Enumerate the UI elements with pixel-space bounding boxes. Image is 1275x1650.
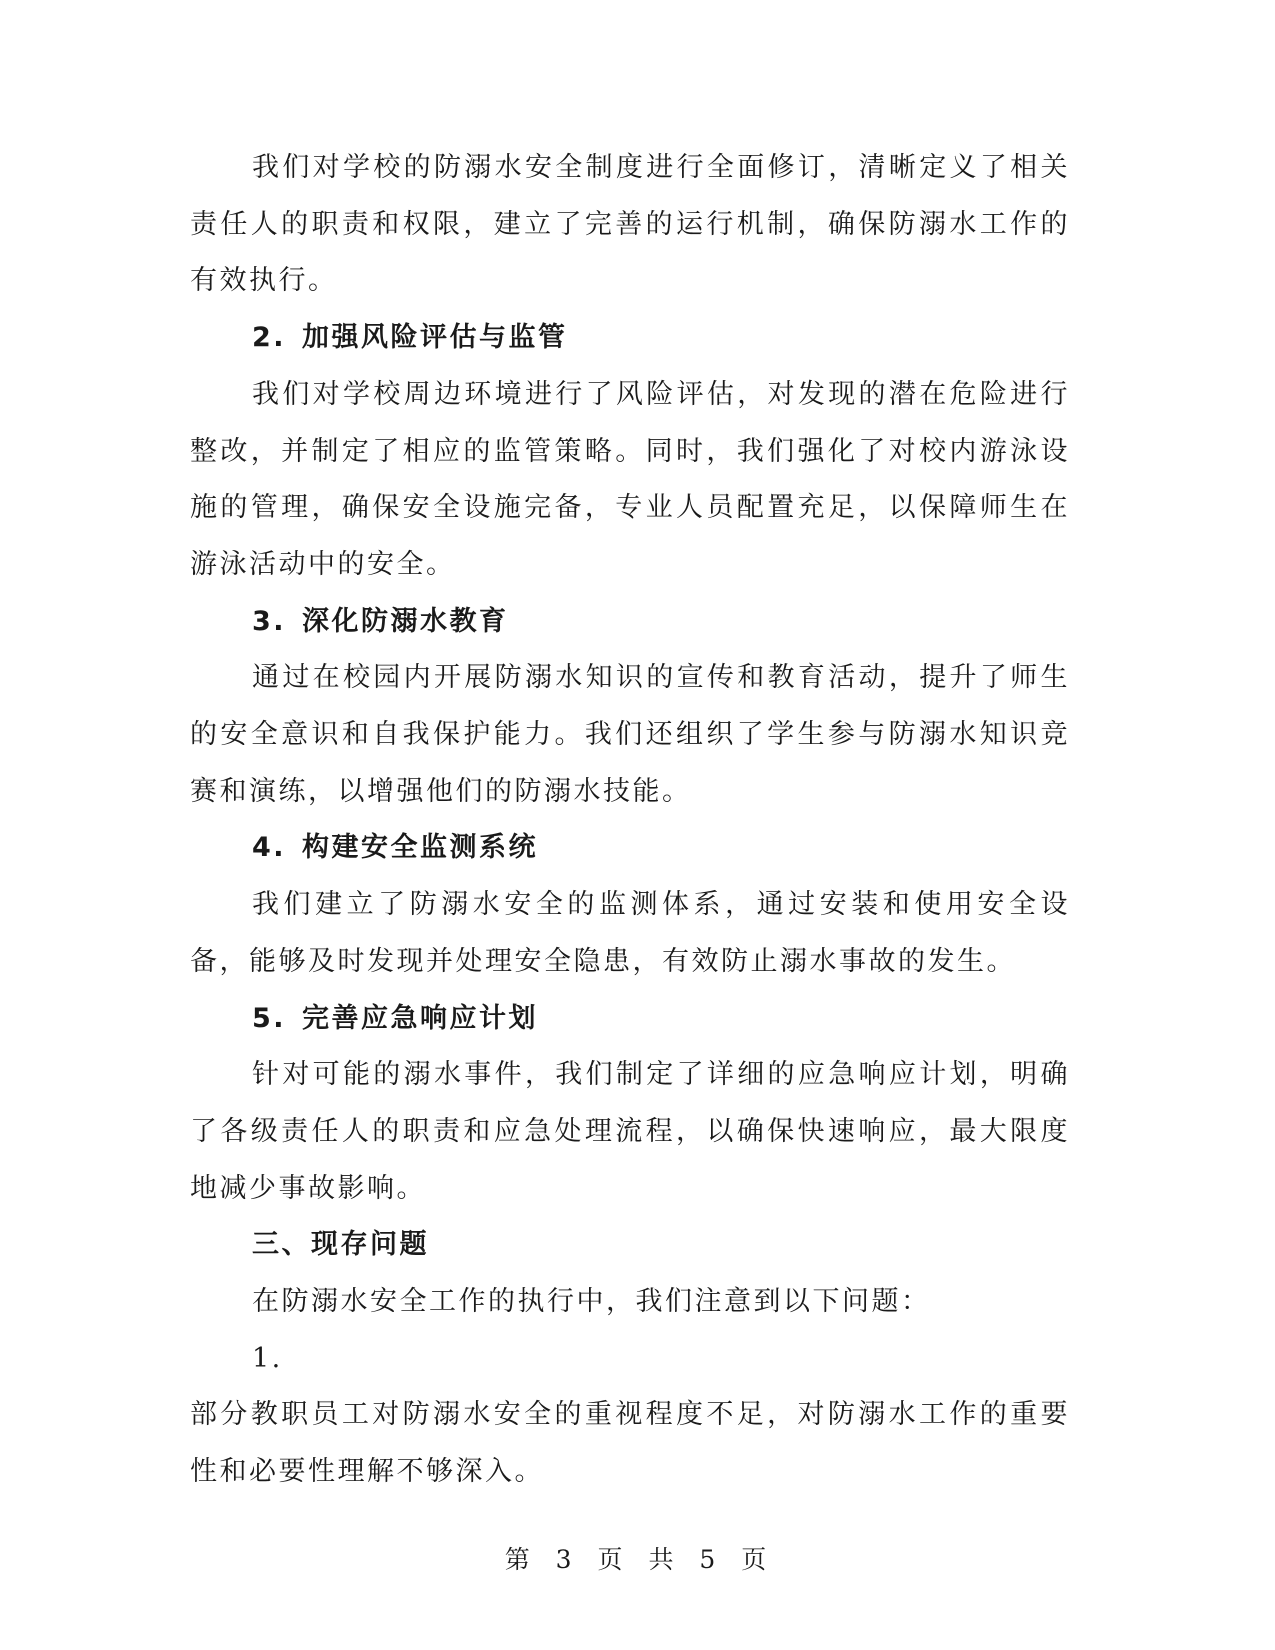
section-heading — [190, 991, 1070, 1048]
heading-number: 3. — [252, 605, 287, 637]
paragraph: 在防溺水安全工作的执行中，我们注意到以下问题： — [252, 1286, 931, 1318]
paragraph: 我们建立了防溺水安全的监测体系，通过安装和使用安全设备，能够及时发现并处理安全隐患，有效防止溺水事故的发生。 — [190, 889, 1070, 977]
section-heading — [190, 1217, 1070, 1274]
section-heading — [190, 310, 1070, 367]
section-heading — [190, 594, 1070, 651]
list-number: 1. — [252, 1342, 283, 1374]
paragraph: 我们对学校周边环境进行了风险评估，对发现的潜在危险进行整改，并制定了相应的监管策略。同时，我们强化了对校内游泳设施的管理，确保安全设施完备，专业人员配置充足，以保障师生在游泳活动中的安全。 — [190, 378, 1070, 580]
paragraph: 部分教职员工对防溺水安全的重视程度不足，对防溺水工作的重要性和必要性理解不够深入。 — [190, 1399, 1070, 1488]
paragraph: 通过在校园内开展防溺水知识的宣传和教育活动，提升了师生的安全意识和自我保护能力。我们还组织了学生参与防溺水知识竞赛和演练，以增强他们的防溺水技能。 — [190, 662, 1070, 807]
heading-number: 5. — [252, 1002, 287, 1034]
heading-text: 构建安全监测系统 — [302, 832, 539, 864]
heading-number: 2. — [252, 322, 287, 354]
heading-text: 深化防溺水教育 — [302, 605, 509, 637]
paragraph: 针对可能的溺水事件，我们制定了详细的应急响应计划，明确了各级责任人的职责和应急处理流程，以确保快速响应，最大限度地减少事故影响。 — [190, 1059, 1070, 1204]
heading-text: 三、现存问题 — [252, 1229, 429, 1261]
document-body — [190, 140, 1070, 1501]
heading-number: 4. — [252, 832, 287, 864]
section-heading — [190, 820, 1070, 877]
heading-text: 加强风险评估与监管 — [302, 322, 568, 354]
heading-text: 完善应急响应计划 — [302, 1002, 539, 1034]
paragraph: 我们对学校的防溺水安全制度进行全面修订，清晰定义了相关责任人的职责和权限，建立了完善的运行机制，确保防溺水工作的有效执行。 — [190, 152, 1070, 297]
page-footer: 第 3 页 共 5 页 — [504, 1545, 771, 1574]
